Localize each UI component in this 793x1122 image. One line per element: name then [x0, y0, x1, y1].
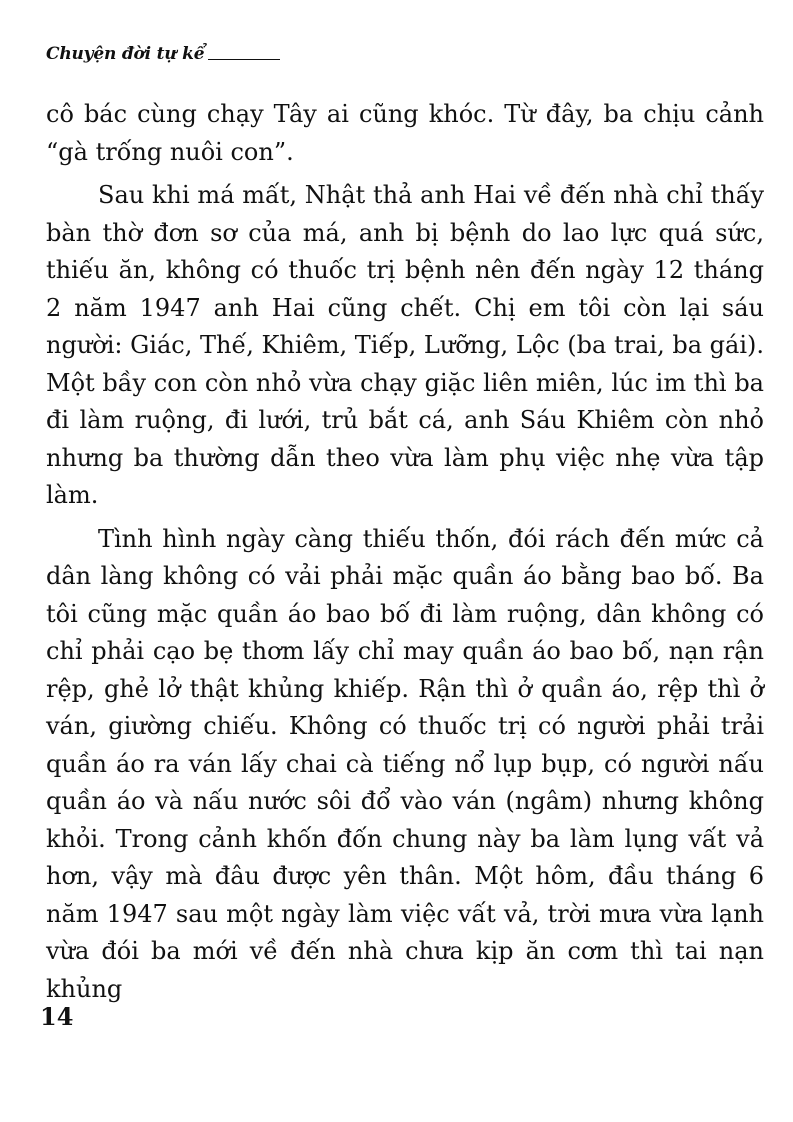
header-rule [208, 59, 280, 60]
paragraph-continuation: cô bác cùng chạy Tây ai cũng khóc. Từ đây, ba chịu cảnh “gà trống nuôi con”. [46, 100, 764, 166]
running-header [46, 44, 280, 64]
paragraph: Sau khi má mất, Nhật thả anh Hai về đến nhà chỉ thấy bàn thờ đơn sơ của má, anh bị bệnh do lao lực quá sức, thiếu ăn, không có thuốc trị bệnh nên đến ngày 12 tháng 2 năm 1947 anh Hai cũng chết. Chị em tôi còn lại sáu người: Giác, Thế, Khiêm, Tiếp, Lưỡng, Lộc (ba trai, ba gái). Một bầy con còn nhỏ vừa chạy giặc liên miên, lúc im thì ba đi làm ruộng, đi lưới, trủ bắt cá, anh Sáu Khiêm còn nhỏ nhưng ba thường dẫn theo vừa làm phụ việc nhẹ vừa tập làm. [46, 181, 764, 509]
page-number: 14 [40, 1002, 74, 1031]
page-body [46, 96, 764, 1008]
paragraph: Tình hình ngày càng thiếu thốn, đói rách đến mức cả dân làng không có vải phải mặc quần áo bằng bao bố. Ba tôi cũng mặc quần áo bao bố đi làm ruộng, dân không có chỉ phải cạo bẹ thơm lấy chỉ may quần áo bao bố, nạn rận rệp, ghẻ lở thật khủng khiếp. Rận thì ở quần áo, rệp thì ở ván, giường chiếu. Không có thuốc trị có người phải trải quần áo ra ván lấy chai cà tiếng nổ lụp bụp, có người nấu quần áo và nấu nước sôi đổ vào ván (ngâm) nhưng không khỏi. Trong cảnh khốn đốn chung này ba làm lụng vất vả hơn, vậy mà đâu được yên thân. Một hôm, đầu tháng 6 năm 1947 sau một ngày làm việc vất vả, trời mưa vừa lạnh vừa đói ba mới về đến nhà chưa kịp ăn cơm thì tai nạn khủng [46, 524, 764, 1003]
running-title: Chuyện đời tự kể [46, 44, 205, 64]
